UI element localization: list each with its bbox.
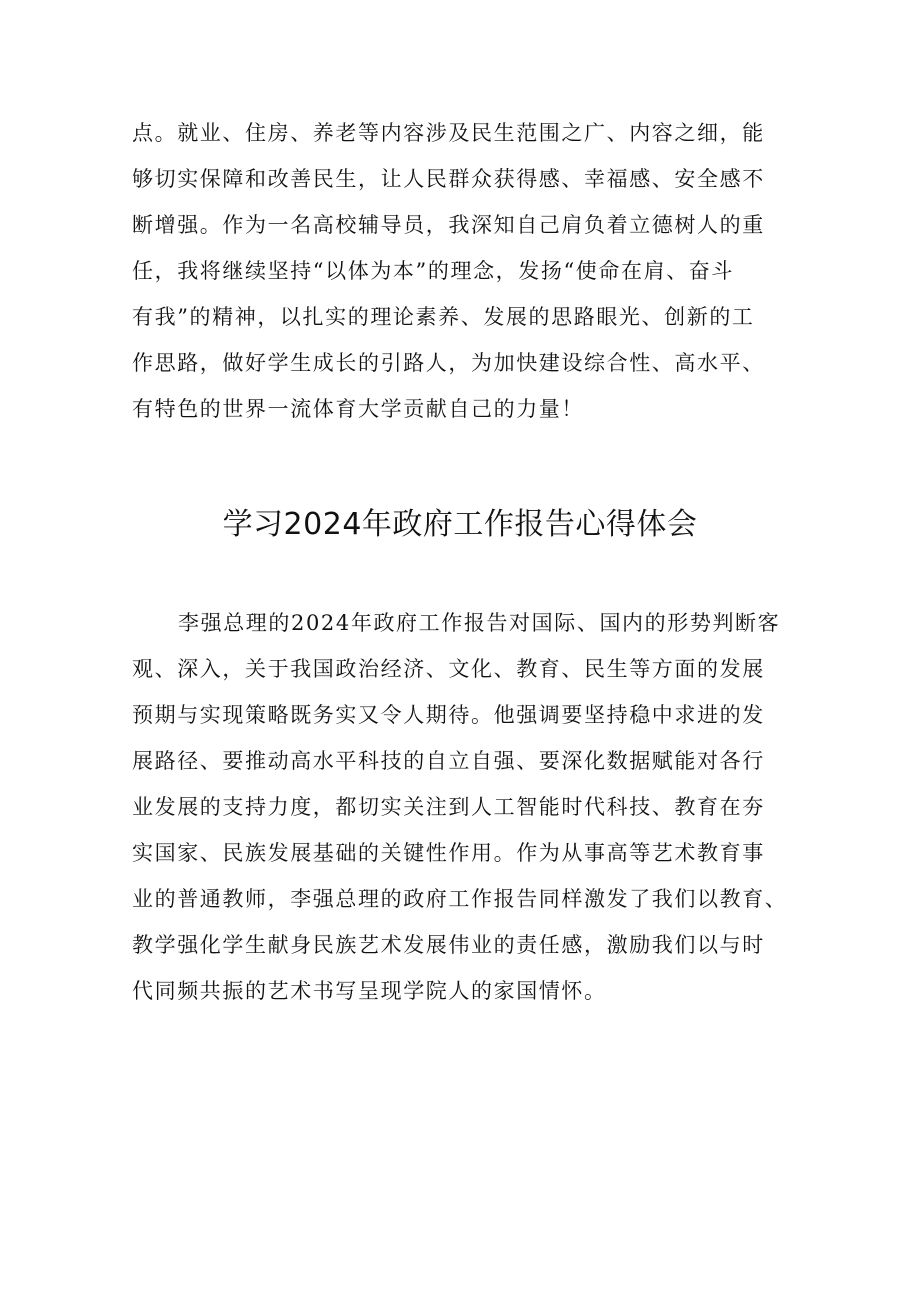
paragraph-line: 有特色的世界一流体育大学贡献自己的力量！ bbox=[132, 397, 584, 421]
paragraph-line: 断增强。作为一名高校辅导员，我深知自己肩负着立德树人的重 bbox=[132, 213, 765, 237]
paragraph-continued bbox=[132, 110, 812, 432]
paragraph-line: 教学强化学生献身民族艺术发展伟业的责任感，激励我们以与时 bbox=[132, 933, 765, 957]
paragraph-line: 业发展的支持力度，都切实关注到人工智能时代科技、教育在夯 bbox=[132, 795, 765, 819]
paragraph-line: 代同频共振的艺术书写呈现学院人的家国情怀。 bbox=[132, 979, 607, 1003]
paragraph-line: 够切实保障和改善民生，让人民群众获得感、幸福感、安全感不 bbox=[132, 167, 765, 191]
paragraph-line: 任，我将继续坚持“以体为本”的理念，发扬“使命在肩、奋斗 bbox=[132, 259, 735, 283]
paragraph-line: 作思路，做好学生成长的引路人，为加快建设综合性、高水平、 bbox=[132, 351, 765, 375]
paragraph-line: 点。就业、住房、养老等内容涉及民生范围之广、内容之细，能 bbox=[132, 121, 765, 145]
paragraph-line: 有我”的精神，以扎实的理论素养、发展的思路眼光、创新的工 bbox=[132, 305, 755, 329]
paragraph-line-first: 李强总理的2024年政府工作报告对国际、国内的形势判断客 bbox=[178, 611, 781, 635]
paragraph-main bbox=[132, 600, 812, 1014]
paragraph-line: 展路径、要推动高水平科技的自立自强、要深化数据赋能对各行 bbox=[132, 749, 765, 773]
paragraph-line: 业的普通教师，李强总理的政府工作报告同样激发了我们以教育、 bbox=[132, 887, 788, 911]
section-heading: 学习2024年政府工作报告心得体会 bbox=[222, 507, 698, 542]
paragraph-line: 预期与实现策略既务实又令人期待。他强调要坚持稳中求进的发 bbox=[132, 703, 765, 727]
paragraph-line: 观、深入，关于我国政治经济、文化、教育、民生等方面的发展 bbox=[132, 657, 765, 681]
paragraph-line: 实国家、民族发展基础的关键性作用。作为从事高等艺术教育事 bbox=[132, 841, 765, 865]
